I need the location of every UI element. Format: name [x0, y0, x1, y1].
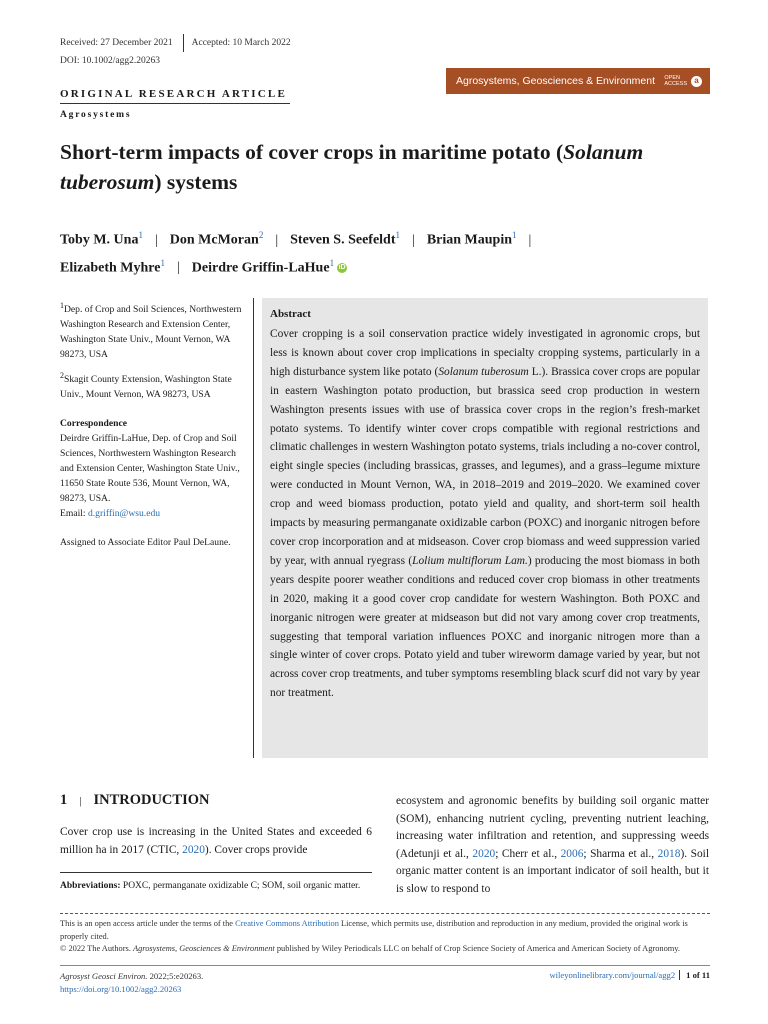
- author-name[interactable]: Toby M. Una: [60, 232, 139, 248]
- copyright-journal: Agrosystems, Geosciences & Environment: [132, 944, 275, 953]
- affiliations-column: [60, 298, 250, 556]
- footer-volume: 2022;5:e20263.: [147, 971, 204, 981]
- body-text: ; Sharma et al.,: [583, 847, 658, 860]
- citation-link[interactable]: 2020: [182, 843, 205, 856]
- accepted-date: Accepted: 10 March 2022: [191, 38, 291, 48]
- body-text: ecosystem and agronomic benefits by building soil organic matter (SOM), enhancing nutrient cycling, preventing nutrient leaching, increasing water infiltration and retention, and suppressing weeds (Adetunji et al.,: [396, 795, 709, 860]
- footer-journal-url[interactable]: wileyonlinelibrary.com/journal/agg2: [549, 970, 676, 980]
- abstract-text: ) producing the most biomass in both years despite poorer weather conditions and reduced cover crop biomass in other treatments in 2020, making it a good cover crop candidate for western Washington. Both POXC and inorganic nitrogen were greater at midseason but did not vary among cover crop treatments, suggesting that temporal variation influences POXC and inorganic nitrogen more than a single winter of cover crops. Potato yield and tuber wireworm damage varied by year, but not across cover crop treatments, and tuber symptoms resembling black scurf did not vary by year nor treatment.: [270, 554, 700, 700]
- abstract-text: L.). Brassica cover crops are popular in eastern Washington potato production, but brassica seed crop production in western Washington presents issues with use of brassica cover crops in the region’s fresh-market potato systems. To identify winter cover crops compatible with regional restrictions and climatic challenges in western Washington potato systems, trials including a no-cover control, eight single species (including brassicas, grasses, and legumes), and a grass–legume mixture were conducted in Mount Vernon, WA, in 2018–2019 and 2019–2020. We examined cover crop and weed biomass production, potato yield and quality, and short-term soil health impacts by measuring permanganate oxidizable carbon (POXC) and inorganic nitrogen before cover crop incorporation and at midseason. Cover crop biomass and weed suppression varied by year, with annual ryegrass (: [270, 365, 700, 567]
- license-note: [60, 918, 710, 956]
- open-access-line1: OPEN: [664, 75, 680, 81]
- body-text: ). Soil organic matter content is an important indicator of soil health, but it is slow to respond to: [396, 847, 709, 895]
- author-affiliation[interactable]: 1: [395, 230, 401, 240]
- email-link[interactable]: d.griffin@wsu.edu: [87, 508, 161, 520]
- author-name[interactable]: Deirdre Griffin-LaHue: [191, 260, 330, 276]
- author-name[interactable]: Brian Maupin: [426, 232, 513, 248]
- citation-link[interactable]: 2006: [560, 847, 584, 860]
- section-heading: [60, 792, 209, 809]
- copyright-text: © 2022 The Authors.: [60, 944, 133, 953]
- doi: DOI: 10.1002/agg2.20263: [60, 56, 161, 66]
- author-affiliation[interactable]: 1: [512, 230, 517, 240]
- abstract-heading: Abstract: [270, 308, 311, 320]
- affiliation-text: Dep. of Crop and Soil Sciences, Northwestern Washington Research and Extension Center, Washington State Univ., Mount Vernon, WA 98273, USA: [60, 304, 242, 361]
- abstract-italic: Lolium multiflorum Lam.: [412, 554, 528, 567]
- body-text: ; Cherr et al.,: [495, 847, 561, 860]
- section-title: INTRODUCTION: [93, 792, 210, 808]
- author-separator: |: [154, 232, 158, 248]
- abbreviations-text: POXC, permanganate oxidizable C; SOM, soil organic matter.: [120, 881, 361, 891]
- abstract-box: [262, 298, 708, 758]
- author-affiliation[interactable]: 1: [160, 257, 165, 268]
- affiliation-text: Skagit County Extension, Washington State Univ., Mount Vernon, WA 98273, USA: [60, 374, 232, 401]
- abbreviations-label: Abbreviations:: [60, 881, 121, 891]
- affiliation-1: [60, 298, 250, 362]
- abstract-body: [270, 325, 700, 703]
- author-affiliation[interactable]: 1: [329, 257, 335, 268]
- affiliation-number: 1: [60, 301, 64, 310]
- title-italic-1: Solanum: [563, 140, 644, 164]
- body-text: ). Cover crops provide: [204, 843, 308, 856]
- author-separator: |: [528, 232, 532, 248]
- column-divider: [253, 298, 254, 758]
- section-separator: |: [79, 795, 82, 807]
- citation-link[interactable]: 2020: [472, 847, 496, 860]
- subject-area: Agrosystems: [60, 110, 132, 120]
- article-type-rule: [60, 103, 290, 104]
- author-separator: |: [412, 232, 415, 248]
- abbreviations-note: [60, 879, 372, 893]
- open-access-lock-icon: a: [691, 76, 702, 87]
- article-type: ORIGINAL RESEARCH ARTICLE: [60, 88, 287, 100]
- correspondence-heading: Correspondence: [60, 418, 127, 430]
- title-text-1: Short-term impacts of cover crops in maritime potato (: [60, 140, 564, 164]
- footer-rule: [60, 965, 710, 966]
- editor-note: Assigned to Associate Editor Paul DeLaune.: [60, 537, 231, 549]
- correspondence-text: Deirdre Griffin-LaHue, Dep. of Crop and Soil Sciences, Northwestern Washington Research and Extension Center, Washington State Univ., 11650 State Route 536, Mount Vernon, WA, 98273, USA.: [60, 433, 240, 505]
- author-list: [60, 224, 720, 279]
- affiliation-2: [60, 368, 250, 402]
- title-text-2: ) systems: [154, 170, 238, 194]
- received-date: Received: 27 December 2021: [60, 38, 173, 48]
- article-title: [60, 137, 720, 197]
- copyright-text: published by Wiley Periodicals LLC on behalf of Crop Science Society of America and American Society of Agronomy.: [274, 944, 681, 953]
- email-label: Email:: [60, 508, 88, 520]
- license-link[interactable]: Creative Commons Attribution: [235, 919, 339, 928]
- citation-link[interactable]: 2018: [657, 847, 681, 860]
- email-line: [60, 506, 250, 521]
- license-rule: [60, 913, 710, 914]
- footer-citation: [60, 970, 203, 996]
- intro-paragraph-left: [60, 824, 372, 859]
- footer-doi-link[interactable]: https://doi.org/10.1002/agg2.20263: [60, 984, 182, 994]
- author-separator: |: [275, 232, 279, 248]
- body-text: Cover crop use is increasing in the United States and exceeded 6 million ha in 2017 (CTIC,: [60, 826, 372, 856]
- open-access-line2: ACCESS: [664, 81, 687, 87]
- abstract-text: Cover cropping is a soil conservation practice widely investigated in agronomic crops, but less is known about cover crop implications in specialty cropping systems, particularly in a high disturbance system like potato (: [270, 328, 700, 378]
- page-number: 1 of 11: [679, 970, 710, 980]
- author-name[interactable]: Steven S. Seefeldt: [290, 232, 396, 248]
- footer-right: [520, 970, 710, 980]
- author-separator: |: [176, 260, 180, 276]
- journal-name: Agrosystems, Geosciences & Environment: [456, 75, 655, 87]
- orcid-icon[interactable]: iD: [338, 264, 346, 272]
- section-number: 1: [60, 792, 68, 808]
- journal-banner[interactable]: [446, 68, 710, 94]
- title-italic-2: tuberosum: [60, 170, 155, 194]
- open-access-badge: [664, 75, 702, 87]
- affiliation-number: 2: [60, 371, 64, 381]
- license-text: License, which permits use, distribution and reproduction in any medium, provided the original work is properly cited.: [60, 919, 688, 941]
- author-affiliation[interactable]: 2: [258, 230, 264, 240]
- date-separator: [183, 34, 184, 52]
- intro-paragraph-right: [396, 793, 709, 898]
- author-affiliation[interactable]: 1: [138, 230, 143, 240]
- article-dates: [60, 34, 291, 52]
- author-name[interactable]: Elizabeth Myhre: [60, 260, 161, 276]
- footer-journal-abbrev: Agrosyst Geosci Environ.: [60, 971, 148, 981]
- author-name[interactable]: Don McMoran: [169, 232, 259, 248]
- abstract-italic: Solanum tuberosum: [438, 365, 529, 378]
- license-text: This is an open access article under the terms of the: [60, 919, 236, 928]
- abbreviations-rule: [60, 872, 372, 873]
